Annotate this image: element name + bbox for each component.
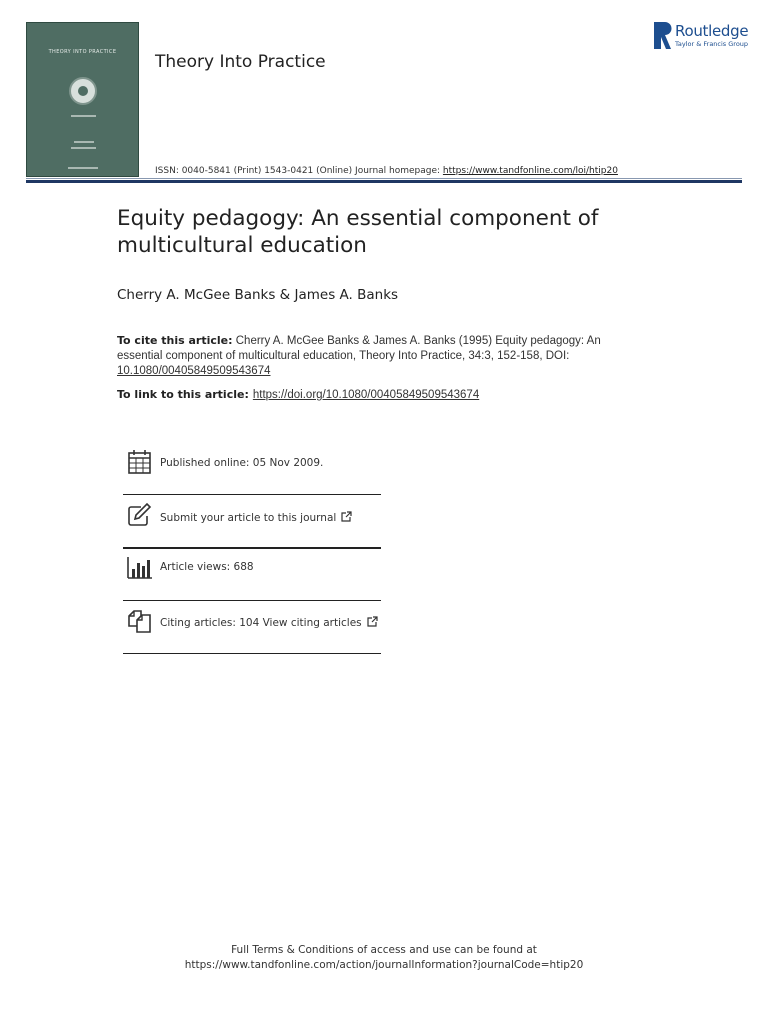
external-link-icon [341, 511, 352, 522]
edit-icon [127, 503, 153, 529]
bar-chart-icon [127, 555, 153, 581]
citing-articles-link[interactable] [160, 616, 378, 629]
publisher-group: Taylor & Francis Group [675, 40, 749, 48]
journal-title[interactable]: Theory Into Practice [155, 52, 326, 72]
issn-line [155, 166, 618, 176]
submit-article-text[interactable]: Submit your article to this journal [160, 512, 337, 524]
published-online-text: Published online: 05 Nov 2009. [160, 457, 324, 469]
publisher-logo [654, 22, 750, 50]
submit-article-row[interactable] [123, 494, 381, 546]
footer-terms-link[interactable]: https://www.tandfonline.com/action/journalInformation?journalCode=htip20 [184, 959, 584, 971]
article-views-row [123, 549, 381, 601]
routledge-logo-icon [654, 22, 672, 49]
cover-emblem [69, 77, 97, 105]
footer-terms-text: Full Terms & Conditions of access and use can be found at [231, 944, 537, 956]
article-authors: Cherry A. McGee Banks & James A. Banks [117, 287, 399, 303]
footer [0, 943, 768, 973]
external-link-icon [367, 616, 378, 627]
article-doi-url-link[interactable]: https://doi.org/10.1080/00405849509543674 [252, 389, 480, 401]
article-link-line [117, 388, 479, 401]
header-rule [26, 180, 742, 183]
citing-articles-icon [127, 608, 153, 634]
calendar-icon [127, 449, 153, 475]
divider [123, 653, 381, 654]
cite-text: Cherry A. McGee Banks & James A. Banks (1995) Equity pedagogy: An essential component of multicultural education, Theory Into Practice, 34:3, 152-158, DOI: [117, 335, 601, 362]
cover-title-text: THEORY INTO PRACTICE [48, 49, 117, 55]
citation-block [117, 333, 637, 379]
publisher-name: Routledge [675, 22, 749, 40]
article-views-text: Article views: 688 [160, 561, 254, 573]
doi-link[interactable]: 10.1080/00405849509543674 [117, 365, 271, 377]
issn-text: ISSN: 0040-5841 (Print) 1543-0421 (Online) Journal homepage: [155, 166, 443, 176]
journal-homepage-link[interactable]: https://www.tandfonline.com/loi/htip20 [442, 166, 618, 176]
link-label: To link to this article: [117, 388, 249, 401]
journal-cover-image [26, 22, 139, 177]
cite-label: To cite this article: [117, 334, 233, 347]
header-rule-thin [26, 178, 742, 179]
citing-articles-row[interactable] [123, 600, 381, 652]
article-title: Equity pedagogy: An essential component of multicultural education [117, 206, 599, 258]
submit-article-link[interactable] [160, 511, 352, 524]
published-online-row [123, 437, 381, 489]
citing-articles-text[interactable]: Citing articles: 104 View citing articles [160, 617, 362, 629]
